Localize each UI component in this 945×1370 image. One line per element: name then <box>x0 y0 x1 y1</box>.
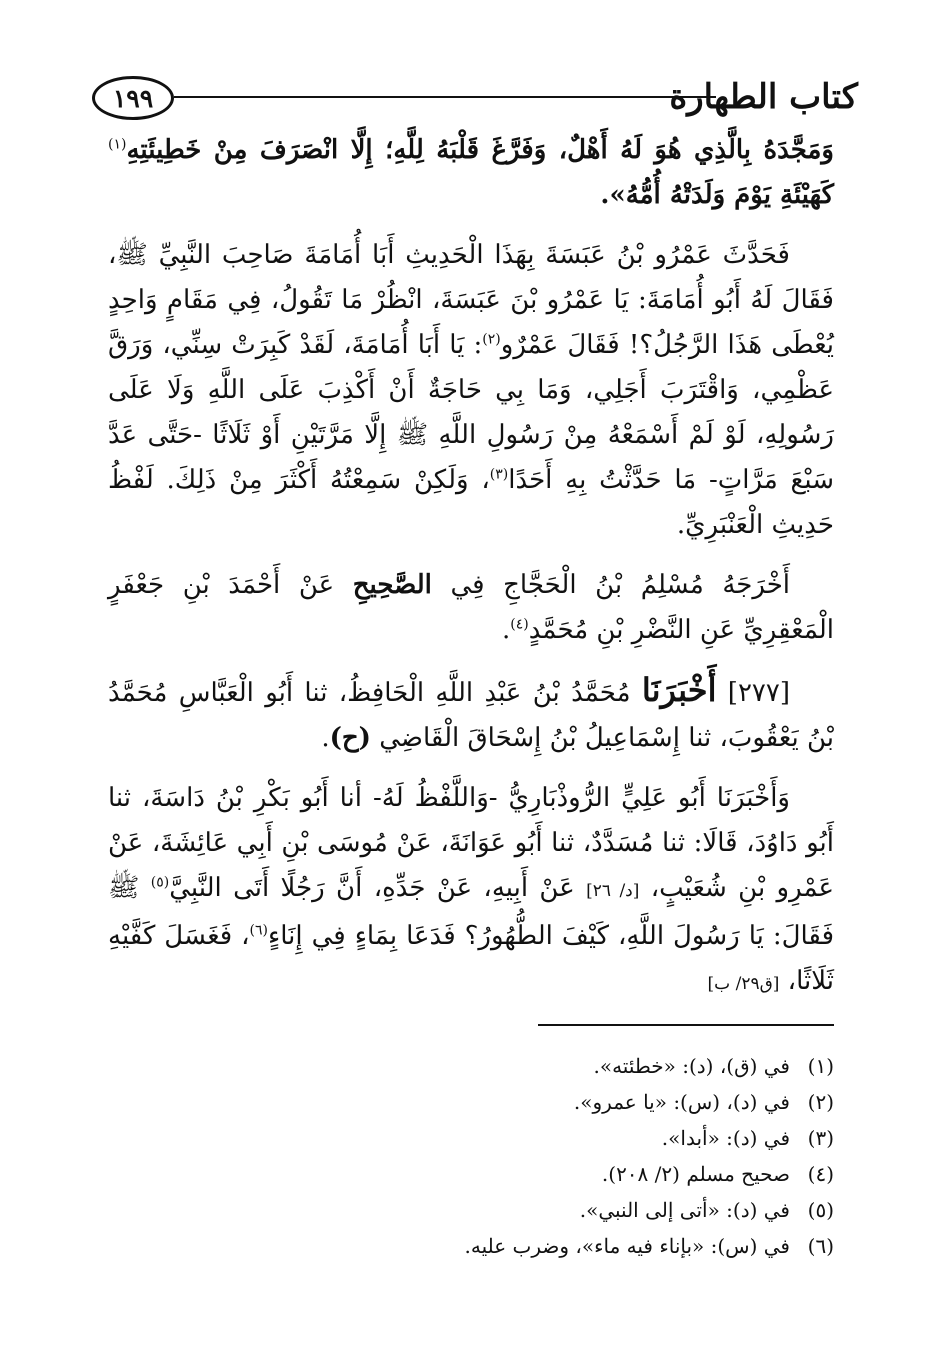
manuscript-marker-q29b: [ق٢٩/ ب] <box>707 974 780 994</box>
footnote-item <box>300 1120 834 1156</box>
header-rule <box>174 96 716 98</box>
manuscript-marker-d26: [د/ ٢٦] <box>586 881 640 901</box>
paragraph-2: فَحَدَّثَ عَمْرُو بْنُ عَبَسَةَ بِهَذَا الْحَدِيثِ أَبَا أُمَامَةَ صَاحِبَ النَّبِيِّ ﷺ، فَقَالَ لَهُ أَبُو أُمَامَةَ: يَا عَمْرُو بْنَ عَبَسَةَ، انْظُرْ مَا تَقُولُ، فِي مَقَامٍ وَاحِدٍ يُعْطَى هَذَا الرَّجُلُ؟! فَقَالَ عَمْرٌو$^{(٢)}$: يَا أَبَا أُمَامَةَ، لَقَدْ كَبِرَتْ سِنِّي، وَرَقَّ عَظْمِي، وَاقْتَرَبَ أَجَلِي، وَمَا بِي حَاجَةٌ أَنْ أَكْذِبَ عَلَى اللَّهِ وَلَا عَلَى رَسُولِهِ، لَوْ لَمْ أَسْمَعْهُ مِنْ رَسُولِ اللَّهِ ﷺ إِلَّا مَرَّتَيْنِ أَوْ ثَلَاثًا -حَتَّى عَدَّ سَبْعَ مَرَّاتٍ- مَا حَدَّثْتُ بِهِ أَحَدًا$^{(٣)}$، وَلَكِنْ سَمِعْتُهُ أَكْثَرَ مِنْ ذَلِكَ. لَفْظُ حَدِيثِ الْعَنْبَرِيِّ. <box>108 240 834 540</box>
footnote-ref-2: (٢) <box>482 331 501 348</box>
footnote-number: (٤) <box>807 1162 834 1186</box>
footnote-number: (١) <box>807 1054 834 1078</box>
paragraph-4: [٢٧٧] أَخْبَرَنَا مُحَمَّدُ بْنُ عَبْدِ اللَّهِ الْحَافِظُ، ثنا أَبُو الْعَبَّاسِ مُحَمَّدُ بْنُ يَعْقُوبَ، ثنا إِسْمَاعِيلُ بْنُ إِسْحَاقَ الْقَاضِي (ح). <box>108 671 834 753</box>
footnote-ref-6: (٦) <box>249 922 269 939</box>
footnote-number: (٢) <box>807 1090 834 1114</box>
footnote-item <box>300 1192 834 1228</box>
footnote-text: في (د): «أبدا». <box>661 1126 790 1150</box>
footnote-text: صحيح مسلم (٢/ ٢٠٨). <box>601 1162 790 1186</box>
footnote-separator <box>538 1024 834 1026</box>
footnote-number: (٦) <box>807 1234 834 1258</box>
akhbarana-word: أَخْبَرَنَا <box>641 671 717 709</box>
footnote-text: في (ق)، (د): «خطئته». <box>593 1054 790 1078</box>
footnote-ref-4: (٤) <box>510 616 529 633</box>
page-number-badge <box>92 76 174 120</box>
paragraph-1: وَمَجَّدَهُ بِالَّذِي هُوَ لَهُ أَهْلٌ، وَفَرَّغَ قَلْبَهُ لِلَّهِ؛ إِلَّا انْصَرَفَ مِنْ خَطِيئَتِهِ$^{(١)}$ كَهَيْئَةِ يَوْمَ وَلَدَتْهُ أُمُّهُ». <box>108 135 834 210</box>
footnote-text: في (د)، (س): «يا عمرو». <box>573 1090 790 1114</box>
footnote-number: (٣) <box>807 1126 834 1150</box>
tahwil-marker: (ح) <box>329 723 371 753</box>
footnote-item <box>300 1048 834 1084</box>
book-title: كتاب الطهارة <box>669 77 858 117</box>
footnote-item <box>300 1156 834 1192</box>
footnote-ref-1: (١) <box>108 136 127 153</box>
paragraph-5: وَأَخْبَرَنَا أَبُو عَلِيٍّ الرُّوذْبَارِيُّ -وَاللَّفْظُ لَهُ- أنا أَبُو بَكْرِ بْنُ دَاسَةَ، ثنا أَبُو دَاوُدَ، قَالَا: ثنا مُسَدَّدٌ، ثنا أَبُو عَوَانَةَ، عَنْ مُوسَى بْنِ أَبِي عَائِشَةَ، عَنْ عَمْرِو بْنِ شُعَيْبٍ، [د/ ٢٦] عَنْ أَبِيهِ، عَنْ جَدِّهِ، أَنَّ رَجُلًا أَتَى النَّبِيَّ$^{(٥)}$ ﷺ فَقَالَ: يَا رَسُولَ اللَّهِ، كَيْفَ الطُّهُورُ؟ فَدَعَا بِمَاءٍ فِي إِنَاءٍ$^{(٦)}$، فَغَسَلَ كَفَّيْهِ ثَلَاثًا، [ق٢٩/ ب] <box>108 783 834 996</box>
footnote-ref-3: (٣) <box>489 466 509 483</box>
footnote-text: في (د): «أتى إلى النبي». <box>579 1198 790 1222</box>
main-text <box>108 128 834 1022</box>
hadith-number: [٢٧٧] <box>727 678 791 708</box>
footnote-item <box>300 1084 834 1120</box>
page-header <box>92 70 858 130</box>
sahih-title: الصَّحِيحِ <box>352 570 432 600</box>
page-number: ١٩٩ <box>112 83 154 113</box>
paragraph-3: أَخْرَجَهُ مُسْلِمُ بْنُ الْحَجَّاجِ فِي الصَّحِيحِ عَنْ أَحْمَدَ بْنِ جَعْفَرٍ الْمَعْقِرِيِّ عَنِ النَّضْرِ بْنِ مُحَمَّدٍ$^{(٤)}$. <box>108 570 834 645</box>
footnote-number: (٥) <box>807 1198 834 1222</box>
footnotes-list <box>300 1048 834 1264</box>
footnote-item <box>300 1228 834 1264</box>
footnote-ref-5: (٥) <box>150 874 170 891</box>
footnote-text: في (س): «بإناء فيه ماء»، وضرب عليه. <box>464 1234 790 1258</box>
